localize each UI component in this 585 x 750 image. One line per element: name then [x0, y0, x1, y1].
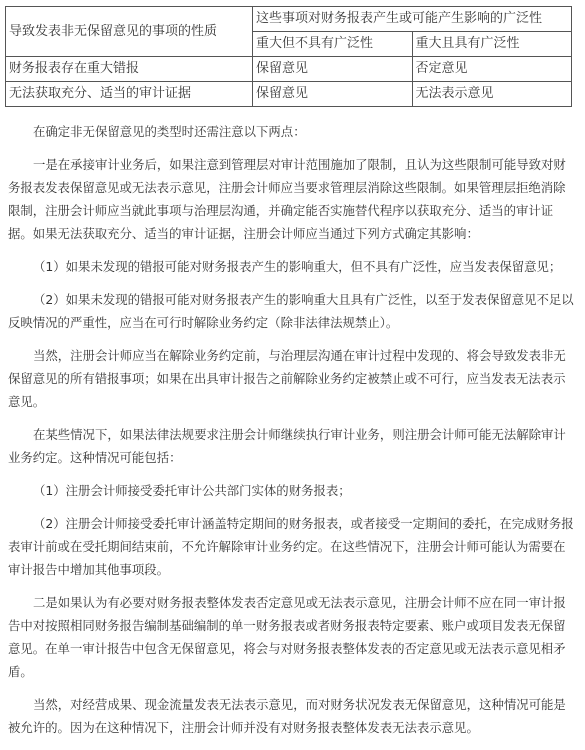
opinion-type-table	[5, 6, 572, 107]
cell-nature: 无法获取充分、适当的审计证据	[6, 82, 253, 107]
table-header-row	[6, 7, 572, 32]
cell-not-pervasive: 保留意见	[253, 57, 413, 82]
cell-nature: 财务报表存在重大错报	[6, 57, 253, 82]
table-row	[6, 82, 572, 107]
document-body	[8, 120, 574, 739]
cell-pervasive: 无法表示意见	[412, 82, 572, 107]
cell-not-pervasive: 保留意见	[253, 82, 413, 107]
paragraph-intro: 在确定非无保留意见的类型时还需注意以下两点：	[33, 124, 306, 139]
paragraph-list-item: （1）注册会计师接受委托审计公共部门实体的财务报表；	[33, 483, 351, 498]
paragraph-text: 在某些情况下，如果法律法规要求注册会计师继续执行审计业务，则注册会计师可能无法解除审计业务约定。这种情况可能包括：	[8, 427, 566, 465]
header-pervasive: 重大且具有广泛性	[412, 32, 572, 57]
paragraph-list-item: （2）如果未发现的错报可能对财务报表产生的影响重大且具有广泛性，以至于发表保留意见不足以反映情况的严重性，应当在可行时解除业务约定（除非法律法规禁止）。	[8, 292, 574, 330]
paragraph-point-one: 一是在承接审计业务后，如果注意到管理层对审计范围施加了限制，且认为这些限制可能导致对财务报表发表保留意见或无法表示意见，注册会计师应当要求管理层消除这些限制。如果管理层拒绝消除限制，注册会计师应当就此事项与治理层沟通，并确定能否实施替代程序以获取充分、适当的审计证据。如果无法获取充分、适当的审计证据，注册会计师应当通过下列方式确定其影响：	[8, 157, 566, 241]
cell-pervasive: 否定意见	[412, 57, 572, 82]
header-pervasiveness: 这些事项对财务报表产生或可能产生影响的广泛性	[253, 7, 572, 32]
header-nature: 导致发表非无保留意见的事项的性质	[6, 7, 253, 57]
paragraph-list-item: （2）注册会计师接受委托审计涵盖特定期间的财务报表，或者接受一定期间的委托，在完成财务报表审计前或在受托期间结束前，不允许解除审计业务约定。在这些情况下，注册会计师可能认为需要在审计报告中增加其他事项段。	[8, 516, 574, 577]
paragraph-point-two: 二是如果认为有必要对财务报表整体发表否定意见或无法表示意见，注册会计师不应在同一审计报告中对按照相同财务报告编制基础编制的单一财务报表或者财务报表特定要素、账户或项目发表无保留意见。在单一审计报告中包含无保留意见，将会与对财务报表整体发表的否定意见或无法表示意见相矛盾。	[8, 595, 566, 679]
paragraph-text: 当然，注册会计师应当在解除业务约定前，与治理层沟通在审计过程中发现的、将会导致发表非无保留意见的所有错报事项；如果在出具审计报告之前解除业务约定被禁止或不可行，应当发表无法表示意见。	[8, 348, 566, 409]
paragraph-list-item: （1）如果未发现的错报可能对财务报表产生的影响重大，但不具有广泛性，应当发表保留意见；	[33, 259, 562, 274]
header-not-pervasive: 重大但不具有广泛性	[253, 32, 413, 57]
table-row	[6, 57, 572, 82]
paragraph-text: 当然，对经营成果、现金流量发表无法表示意见，而对财务状况发表无保留意见，这种情况可能是被允许的。因为在这种情况下，注册会计师并没有对财务报表整体发表无法表示意见。	[8, 697, 566, 735]
